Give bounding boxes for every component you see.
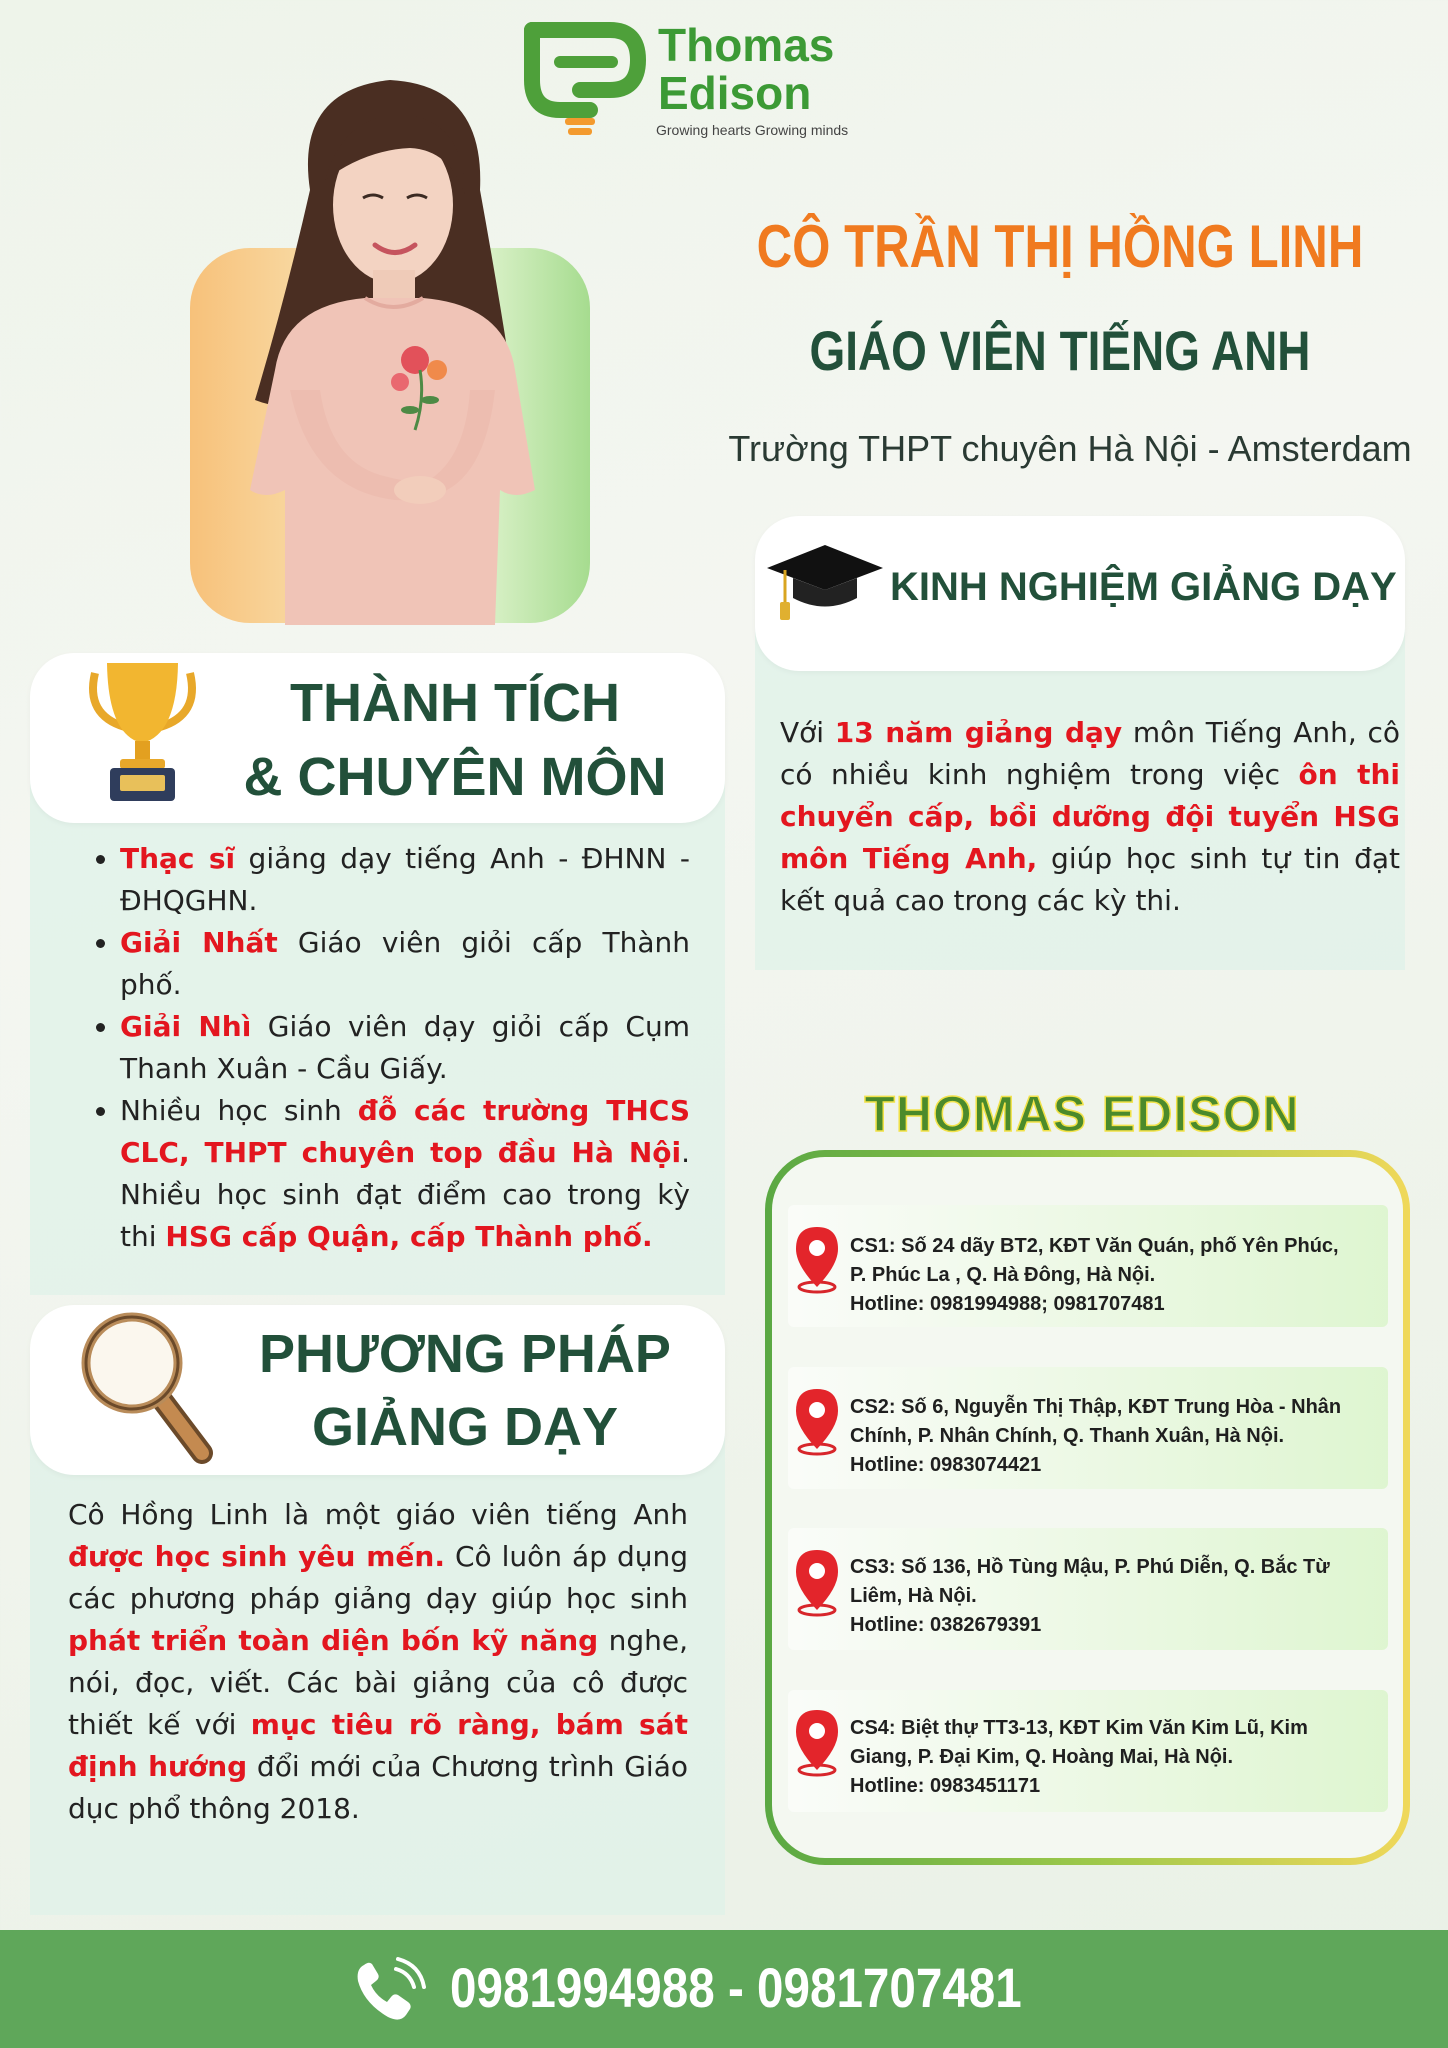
experience-title: KINH NGHIỆM GIẢNG DẠY: [890, 565, 1397, 609]
location-address-line: Chính, P. Nhân Chính, Q. Thanh Xuân, Hà Nội.: [850, 1425, 1285, 1447]
experience-text-part: Với: [780, 716, 835, 749]
achievement-highlight: Giải Nhất: [120, 926, 278, 959]
teacher-role: GIÁO VIÊN TIẾNG ANH: [809, 319, 1311, 382]
experience-highlight: 13 năm giảng dạy: [834, 716, 1123, 749]
method-text-part: đổi mới của Chương trình Giáo dục phổ thông 2018.: [68, 1750, 689, 1825]
location-address-line: CS4: Biệt thự TT3-13, KĐT Kim Văn Kim Lũ, Kim: [850, 1717, 1308, 1739]
method-text: [68, 1494, 688, 1830]
achievement-highlight: đỗ các trường THCS CLC, THPT chuyên top đầu Hà Nội: [120, 1094, 690, 1169]
list-item: [120, 922, 690, 1006]
method-text-part: nghe, nói, đọc, viết. Các bài giảng của cô được thiết kế với: [68, 1624, 688, 1741]
teacher-portrait: [215, 70, 565, 625]
achievements-title-line2: & CHUYÊN MÔN: [243, 747, 667, 807]
achievement-text: . Nhiều học sinh đạt điểm cao trong kỳ thi: [120, 1136, 690, 1253]
location-address-line: P. Phúc La , Q. Hà Đông, Hà Nội.: [850, 1264, 1156, 1286]
location-hotline: Hotline: 0983074421: [850, 1454, 1042, 1476]
location-pin-icon: [792, 1548, 842, 1618]
logo-slogan: Growing hearts Growing minds: [656, 122, 849, 138]
achievement-text: Giáo viên dạy giỏi cấp Cụm Thanh Xuân - Cầu Giấy.: [120, 1010, 690, 1085]
achievement-text: Nhiều học sinh: [120, 1094, 358, 1127]
location-address-line: CS3: Số 136, Hồ Tùng Mậu, P. Phú Diễn, Q. Bắc Từ: [850, 1556, 1330, 1578]
list-item: [120, 1006, 690, 1090]
locations-brand-title: THOMAS EDISON: [864, 1086, 1300, 1142]
location-hotline: Hotline: 0983451171: [850, 1775, 1041, 1797]
experience-text: [780, 712, 1400, 922]
method-text-part: Cô luôn áp dụng các phương pháp giảng dạy giúp học sinh: [68, 1540, 688, 1615]
location-text-4: [850, 1714, 1395, 1801]
experience-highlight: ôn thi chuyển cấp, bồi dưỡng đội tuyển HSG môn Tiếng Anh,: [780, 758, 1401, 875]
achievement-highlight: HSG cấp Quận, cấp Thành phố.: [165, 1220, 653, 1253]
experience-text-part: môn Tiếng Anh, cô có nhiều kinh nghiệm trong việc: [780, 716, 1400, 791]
graduation-cap-icon: [765, 540, 885, 625]
location-pin-icon: [792, 1225, 842, 1295]
teacher-school: Trường THPT chuyên Hà Nội - Amsterdam: [728, 428, 1412, 469]
location-text-3: [850, 1553, 1395, 1640]
brand-logo: [520, 10, 860, 140]
achievement-text: giảng dạy tiếng Anh - ĐHNN - ĐHQGHN.: [120, 842, 690, 917]
location-pin-icon: [792, 1387, 842, 1457]
location-address-line: Liêm, Hà Nội.: [850, 1585, 977, 1607]
location-hotline: Hotline: 0382679391: [850, 1614, 1042, 1636]
location-address-line: Giang, P. Đại Kim, Q. Hoàng Mai, Hà Nội.: [850, 1746, 1234, 1768]
footer-phone-numbers[interactable]: 0981994988 - 0981707481: [450, 1956, 1022, 2019]
method-title-line1: PHƯƠNG PHÁP: [259, 1324, 671, 1384]
method-text-part: Cô Hồng Linh là một giáo viên tiếng Anh: [68, 1498, 688, 1531]
location-text-2: [850, 1393, 1395, 1480]
achievement-highlight: Giải Nhì: [120, 1010, 252, 1043]
location-address-line: CS1: Số 24 dãy BT2, KĐT Văn Quán, phố Yên Phúc,: [850, 1235, 1339, 1257]
teacher-name: CÔ TRẦN THỊ HỒNG LINH: [756, 213, 1364, 280]
achievements-title-line1: THÀNH TÍCH: [290, 673, 620, 733]
achievement-highlight: Thạc sĩ: [120, 842, 236, 875]
trophy-icon: [85, 655, 200, 805]
location-text-1: [850, 1232, 1395, 1319]
location-address-line: CS2: Số 6, Nguyễn Thị Thập, KĐT Trung Hòa - Nhân: [850, 1396, 1342, 1418]
logo-text-thomas: Thomas: [658, 19, 835, 71]
method-highlight: phát triển toàn diện bốn kỹ năng: [68, 1624, 599, 1657]
method-title-line2: GIẢNG DẠY: [311, 1397, 619, 1457]
magnifier-icon: [80, 1308, 215, 1468]
achievements-list: [90, 838, 690, 1258]
method-highlight: mục tiêu rõ ràng, bám sát định hướng: [68, 1708, 688, 1783]
method-highlight: được học sinh yêu mến.: [68, 1540, 445, 1573]
location-pin-icon: [792, 1708, 842, 1778]
phone-icon: [350, 1955, 430, 2025]
location-hotline: Hotline: 0981994988; 0981707481: [850, 1293, 1165, 1315]
list-item: [120, 838, 690, 922]
experience-text-part: giúp học sinh tự tin đạt kết quả cao trong các kỳ thi.: [780, 842, 1400, 917]
list-item: [120, 1090, 690, 1258]
achievement-text: Giáo viên giỏi cấp Thành phố.: [120, 926, 690, 1001]
logo-text-edison: Edison: [658, 67, 812, 119]
